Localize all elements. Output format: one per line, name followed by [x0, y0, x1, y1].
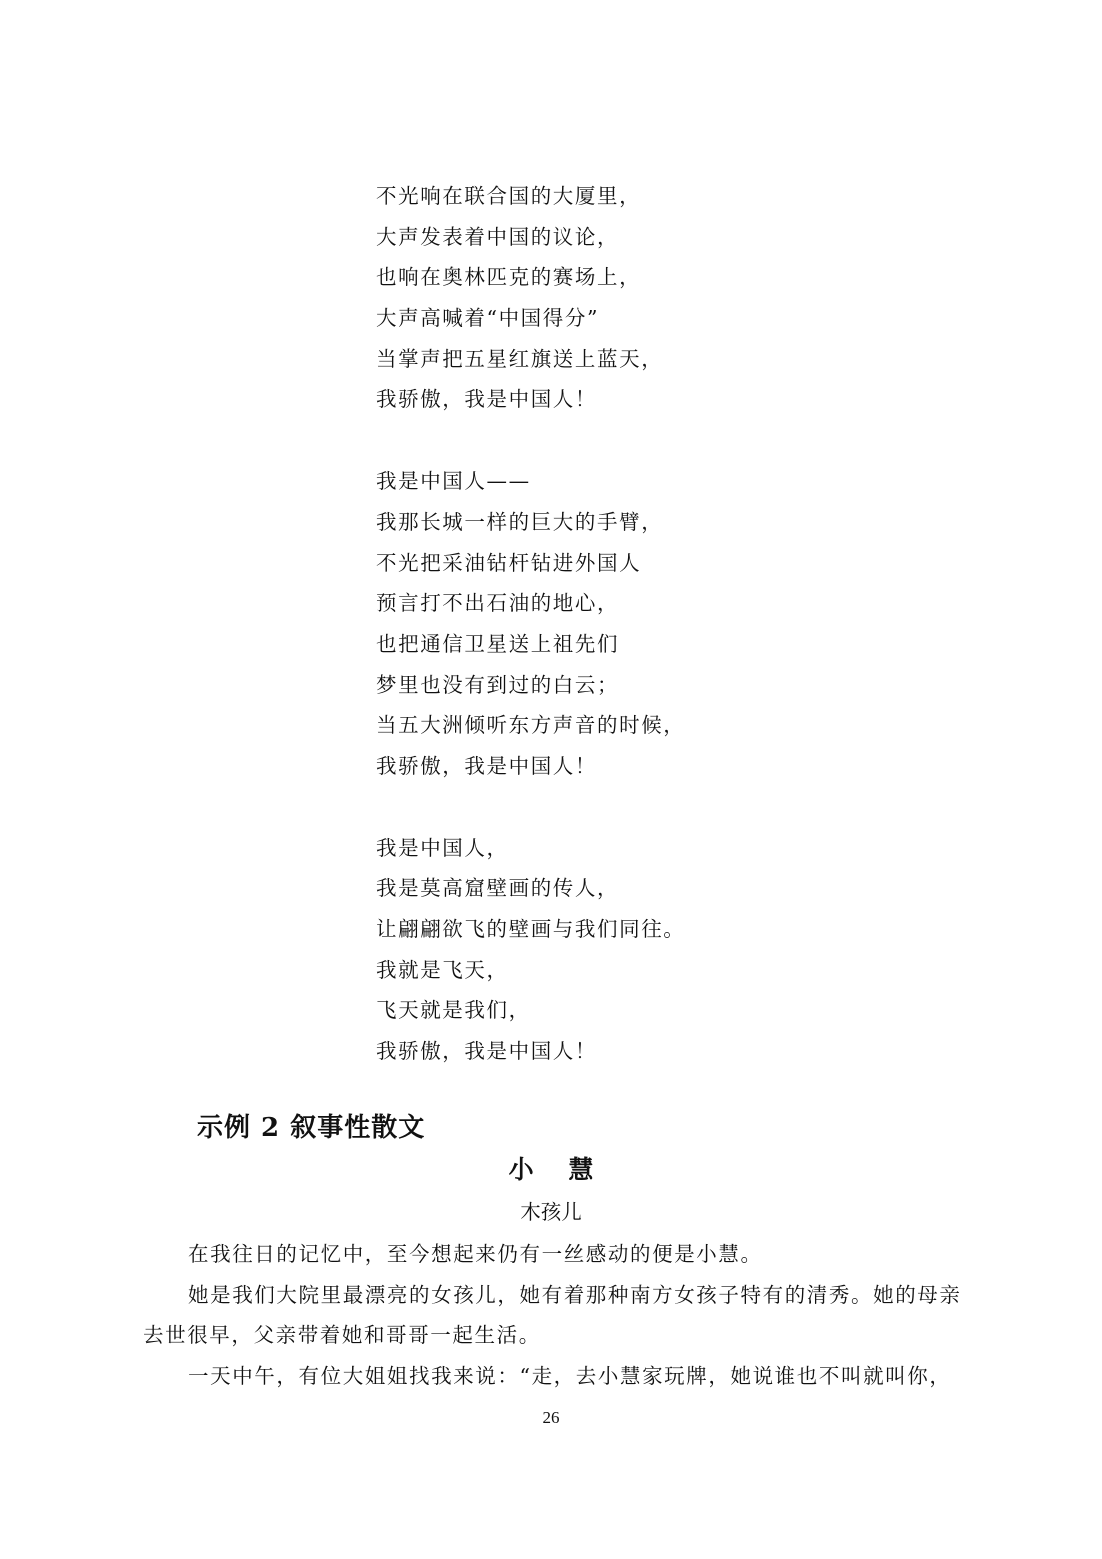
poem-stanza-3 [376, 828, 976, 1072]
poem-line: 我是莫高窟壁画的传人， [376, 876, 620, 901]
poem-line: 飞天就是我们， [376, 998, 531, 1023]
poem-line: 预言打不出石油的地心， [376, 591, 620, 616]
section-heading: 示例 2 叙事性散文 [197, 1113, 426, 1143]
poem-line: 也把通信卫星送上祖先们 [376, 631, 620, 656]
poem-line: 我骄傲，我是中国人！ [376, 753, 597, 778]
poem-line: 也响在奥林匹克的赛场上， [376, 265, 642, 290]
poem [376, 176, 976, 1072]
poem-line: 不光响在联合国的大厦里， [376, 184, 642, 208]
poem-line: 梦里也没有到过的白云； [376, 672, 620, 697]
essay-paragraph: 她是我们大院里最漂亮的女孩儿，她有着那种南方女孩子特有的清秀。她的母亲去世很早，父亲带着她和哥哥一起生活。 [143, 1282, 962, 1348]
poem-stanza-1 [376, 176, 976, 420]
page-number: 26 [542, 1408, 560, 1427]
poem-stanza-2 [376, 461, 976, 787]
poem-line: 我骄傲，我是中国人！ [376, 387, 597, 412]
essay-author: 木孩儿 [520, 1200, 582, 1224]
essay-title: 小 慧 [508, 1155, 594, 1184]
essay-body [143, 1234, 965, 1397]
poem-line: 大声发表着中国的议论， [376, 224, 620, 249]
poem-line: 我那长城一样的巨大的手臂， [376, 509, 664, 534]
essay-paragraph: 一天中午，有位大姐姐找我来说：“走，去小慧家玩牌，她说谁也不叫就叫你， [188, 1364, 952, 1389]
poem-line: 让翩翩欲飞的壁画与我们同往。 [376, 917, 686, 941]
poem-line: 我就是飞天， [376, 957, 509, 982]
poem-line: 当掌声把五星红旗送上蓝天， [376, 346, 664, 371]
poem-line: 我是中国人， [376, 835, 509, 860]
poem-line: 我骄傲，我是中国人！ [376, 1039, 597, 1064]
essay-paragraph: 在我往日的记忆中，至今想起来仍有一丝感动的便是小慧。 [188, 1242, 763, 1266]
poem-line: 我是中国人—— [376, 469, 531, 494]
poem-line: 大声高喊着“中国得分” [376, 306, 600, 331]
poem-line: 不光把采油钻杆钻进外国人 [376, 550, 642, 575]
poem-line: 当五大洲倾听东方声音的时候， [376, 713, 686, 738]
